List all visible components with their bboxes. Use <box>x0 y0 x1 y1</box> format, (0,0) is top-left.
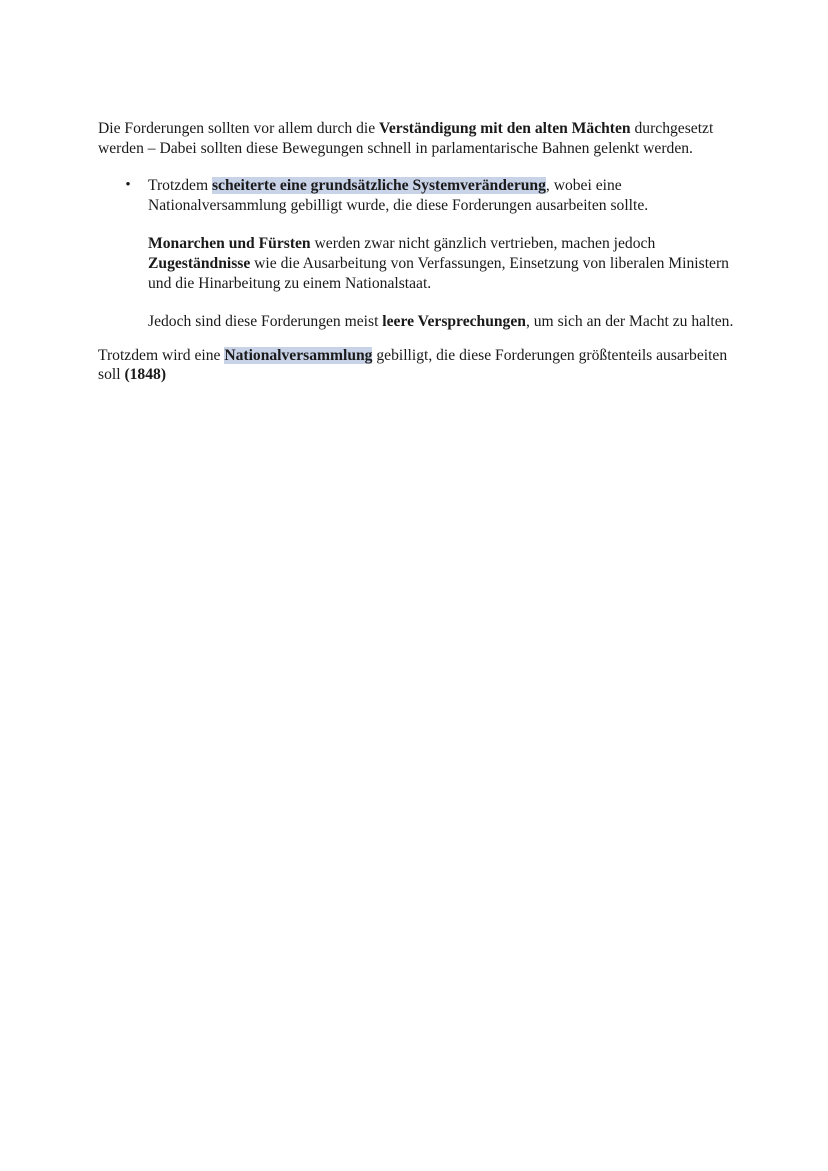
paragraph-intro <box>98 119 738 158</box>
text: Trotzdem <box>148 177 212 195</box>
highlighted-text: scheiterte eine grundsätzliche Systemveränderung <box>211 177 546 195</box>
bold-text: leere Versprechungen <box>382 313 526 331</box>
bullet-paragraph-1 <box>148 176 738 215</box>
bullet-paragraph-3 <box>148 312 738 332</box>
document-body <box>98 119 738 385</box>
paragraph-conclusion <box>98 346 738 385</box>
bold-text: Zugeständnisse <box>148 254 251 272</box>
bold-text: Verständigung mit den alten Mächten <box>379 120 631 137</box>
bullet-icon: • <box>125 177 131 194</box>
bullet-paragraph-2 <box>148 234 738 293</box>
text: Die Forderungen sollten vor allem durch die <box>98 120 380 137</box>
text: durchgesetzt werden – Dabei sollten diese Bewegungen schnell in parlamentarische Bahnen gelenkt werden. <box>98 120 714 157</box>
bullet-list-item <box>98 176 738 332</box>
text: wie die Ausarbeitung von Verfassungen, Einsetzung von liberalen Ministern und die Hinarbeitung zu einem Nationalstaat. <box>148 254 729 292</box>
text: gebilligt, die diese Forderungen größtenteils ausarbeiten soll <box>98 346 728 384</box>
bold-text: (1848) <box>124 366 167 384</box>
text: Jedoch sind diese Forderungen meist <box>148 313 383 331</box>
text: werden zwar nicht gänzlich vertrieben, machen jedoch <box>310 235 656 253</box>
text: , wobei eine Nationalversammlung gebilligt wurde, die diese Forderungen ausarbeiten sollte. <box>148 177 649 214</box>
text: Trotzdem wird eine <box>98 346 225 364</box>
text: , um sich an der Macht zu halten. <box>525 313 734 331</box>
highlighted-text: Nationalversammlung <box>224 346 373 364</box>
bold-text: Monarchen und Fürsten <box>148 235 311 253</box>
